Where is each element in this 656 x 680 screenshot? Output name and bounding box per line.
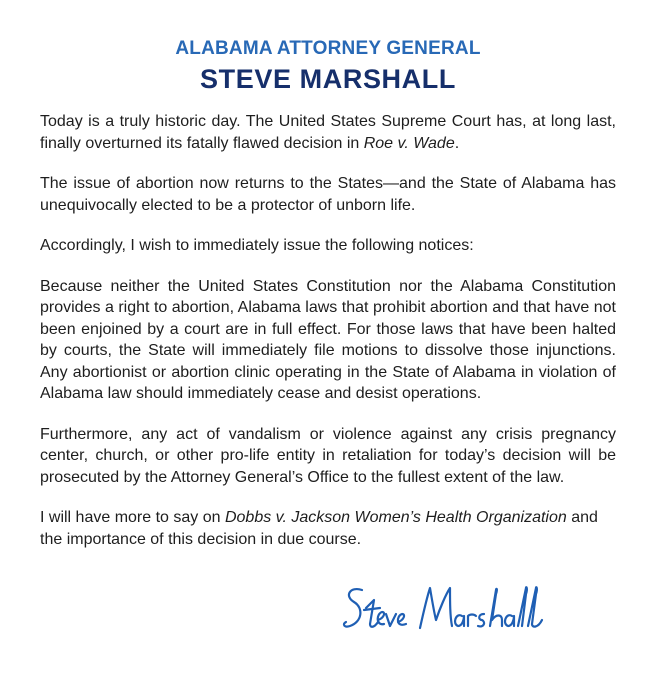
paragraph-6: [40, 507, 616, 550]
paragraph-2: The issue of abortion now returns to the States—and the State of Alabama has unequivocally elected to be a protector of unborn life.: [40, 175, 616, 214]
signature: [340, 580, 550, 640]
paragraph-4: Because neither the United States Constitution nor the Alabama Constitution provides a right to abortion, Alabama laws that prohibit abortion and that have not been enjoined by a court are in full effect. For those laws that have been halted by courts, the State will immediately file motions to dissolve those injunctions. Any abortionist or abortion clinic operating in the State of Alabama in violation of Alabama law should immediately cease and desist operations.: [40, 277, 616, 402]
case-name-roe: Roe v. Wade: [363, 134, 455, 152]
paragraph-5: Furthermore, any act of vandalism or violence against any crisis pregnancy center, church, or other pro-life entity in retaliation for today’s decision will be prosecuted by the Attorney General’s Office to the fullest extent of the law.: [40, 425, 616, 486]
official-name: STEVE MARSHALL: [200, 64, 456, 94]
paragraph-3: Accordingly, I wish to immediately issue the following notices:: [40, 237, 474, 254]
letterhead: [0, 38, 656, 95]
paragraph-6-text: I will have more to say on: [40, 509, 225, 526]
paragraph-1-text: Today is a truly historic day. The United States Supreme Court has, at long last, finally overturned its fatally flawed decision in: [40, 113, 616, 152]
paragraph-1: [40, 111, 616, 154]
office-title: ALABAMA ATTORNEY GENERAL: [175, 38, 481, 59]
paragraph-6-end: and the importance of this decision in due course.: [40, 509, 598, 548]
case-name-dobbs: Dobbs v. Jackson Women’s Health Organization: [224, 509, 567, 526]
statement-body: [40, 111, 616, 569]
paragraph-1-end: .: [454, 134, 460, 152]
signature-graphic: [340, 580, 550, 640]
